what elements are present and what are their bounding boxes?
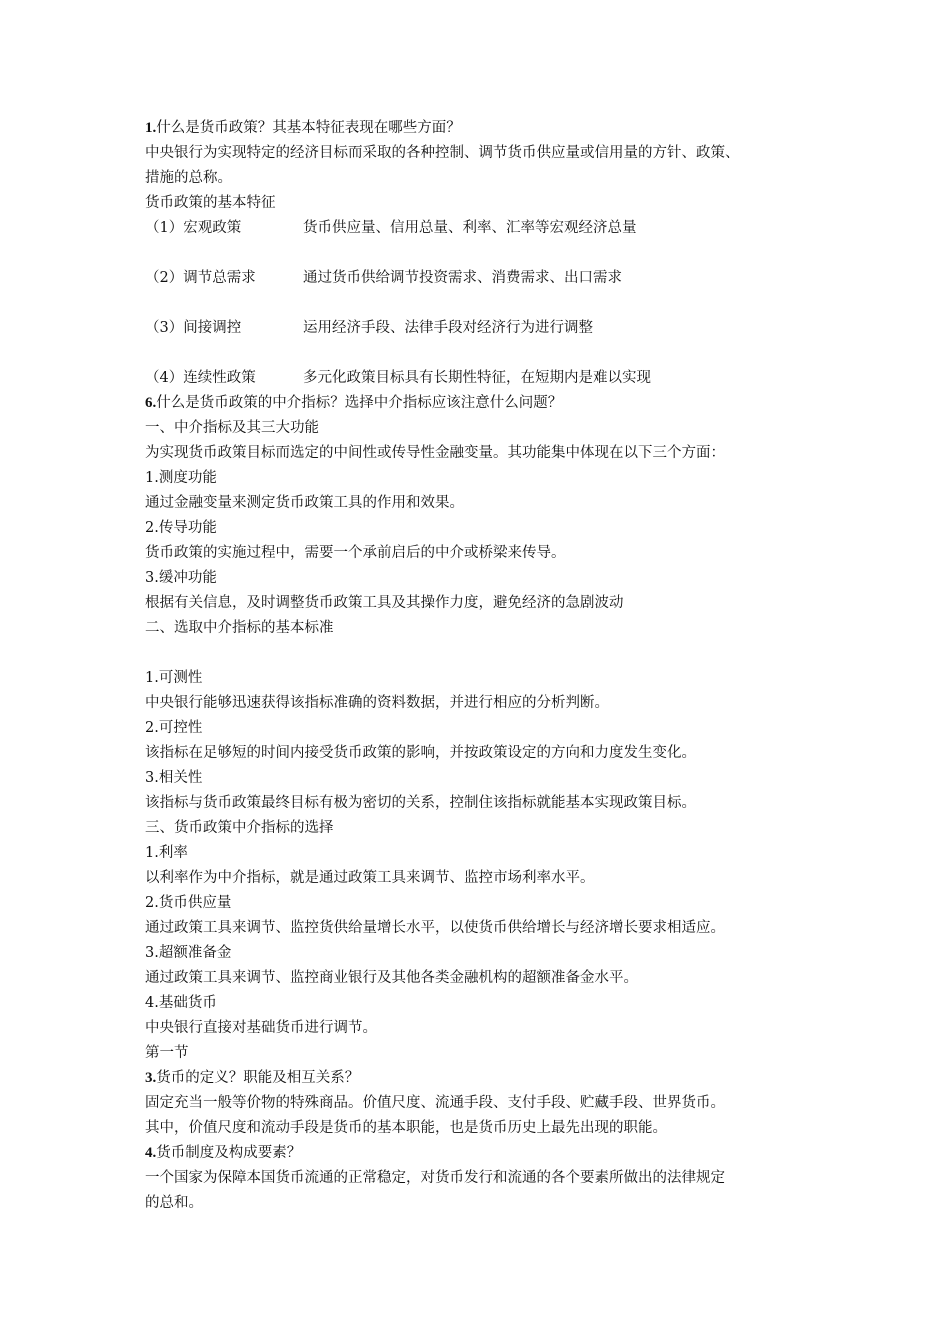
feature-item: [145, 316, 815, 341]
feature-text: 运用经济手段、法律手段对经济行为进行调整: [303, 320, 593, 336]
feature-label: （4）连续性政策: [145, 370, 256, 386]
section-label: 第一节: [145, 1045, 189, 1061]
item-head: 1.利率: [145, 845, 188, 861]
question-4-title: [145, 1141, 815, 1166]
feature-item: [145, 266, 815, 291]
q1-features-heading: 货币政策的基本特征: [145, 195, 276, 211]
item-head: 1.测度功能: [145, 470, 217, 486]
feature-text: 货币供应量、信用总量、利率、汇率等宏观经济总量: [303, 220, 637, 236]
q4-answer-line: 的总和。: [145, 1195, 203, 1211]
section-intro: 为实现货币政策目标而选定的中间性或传导性金融变量。其功能集中体现在以下三个方面：: [145, 445, 725, 461]
feature-item: [145, 366, 815, 391]
question-number: 1.: [145, 120, 157, 136]
item-head: 2.传导功能: [145, 520, 217, 536]
q3-answer-line: 其中，价值尺度和流动手段是货币的基本职能，也是货币历史上最先出现的职能。: [145, 1120, 667, 1136]
q4-answer-line: 一个国家为保障本国货币流通的正常稳定，对货币发行和流通的各个要素所做出的法律规定: [145, 1170, 725, 1186]
item-text: 该指标与货币政策最终目标有极为密切的关系，控制住该指标就能基本实现政策目标。: [145, 795, 696, 811]
question-number: 4.: [145, 1145, 157, 1161]
question-text: 什么是货币政策的中介指标？选择中介指标应该注意什么问题？: [156, 395, 563, 411]
blank-line: [145, 241, 815, 266]
q3-answer-line: 固定充当一般等价物的特殊商品。价值尺度、流通手段、支付手段、贮藏手段、世界货币。: [145, 1095, 725, 1111]
feature-text: 通过货币供给调节投资需求、消费需求、出口需求: [303, 270, 622, 286]
q1-definition-line: 措施的总称。: [145, 170, 232, 186]
section-heading: 二、选取中介指标的基本标准: [145, 620, 334, 636]
section-heading: 三、货币政策中介指标的选择: [145, 820, 334, 836]
question-3-title: [145, 1066, 815, 1091]
item-text: 以利率作为中介指标，就是通过政策工具来调节、监控市场利率水平。: [145, 870, 595, 886]
question-6-title: [145, 391, 815, 416]
feature-item: [145, 216, 815, 241]
feature-label: （1）宏观政策: [145, 220, 242, 236]
document-body: [145, 116, 815, 1216]
item-head: 2.可控性: [145, 720, 203, 736]
question-number: 6.: [145, 395, 157, 411]
item-text: 根据有关信息，及时调整货币政策工具及其操作力度，避免经济的急剧波动: [145, 595, 624, 611]
item-text: 通过金融变量来测定货币政策工具的作用和效果。: [145, 495, 464, 511]
item-head: 1.可测性: [145, 670, 203, 686]
item-text: 通过政策工具来调节、监控商业银行及其他各类金融机构的超额准备金水平。: [145, 970, 638, 986]
item-text: 中央银行直接对基础货币进行调节。: [145, 1020, 377, 1036]
blank-line: [145, 291, 815, 316]
item-head: 3.超额准备金: [145, 945, 232, 961]
item-head: 3.缓冲功能: [145, 570, 217, 586]
feature-label: （2）调节总需求: [145, 270, 256, 286]
blank-line: [145, 641, 815, 666]
question-text: 货币制度及构成要素？: [156, 1145, 302, 1161]
feature-label: （3）间接调控: [145, 320, 242, 336]
item-text: 通过政策工具来调节、监控货供给量增长水平，以使货币供给增长与经济增长要求相适应。: [145, 920, 725, 936]
question-text: 货币的定义？职能及相互关系？: [156, 1070, 360, 1086]
item-text: 货币政策的实施过程中，需要一个承前启后的中介或桥梁来传导。: [145, 545, 566, 561]
question-number: 3.: [145, 1070, 157, 1086]
item-text: 中央银行能够迅速获得该指标准确的资料数据，并进行相应的分析判断。: [145, 695, 609, 711]
item-head: 2.货币供应量: [145, 895, 232, 911]
item-head: 4.基础货币: [145, 995, 217, 1011]
q1-definition-line: 中央银行为实现特定的经济目标而采取的各种控制、调节货币供应量或信用量的方针、政策、: [145, 145, 740, 161]
feature-text: 多元化政策目标具有长期性特征，在短期内是难以实现: [303, 370, 651, 386]
section-heading: 一、中介指标及其三大功能: [145, 420, 319, 436]
blank-line: [145, 341, 815, 366]
question-text: 什么是货币政策？其基本特征表现在哪些方面？: [156, 120, 461, 136]
question-1-title: [145, 116, 815, 141]
item-text: 该指标在足够短的时间内接受货币政策的影响，并按政策设定的方向和力度发生变化。: [145, 745, 696, 761]
item-head: 3.相关性: [145, 770, 203, 786]
